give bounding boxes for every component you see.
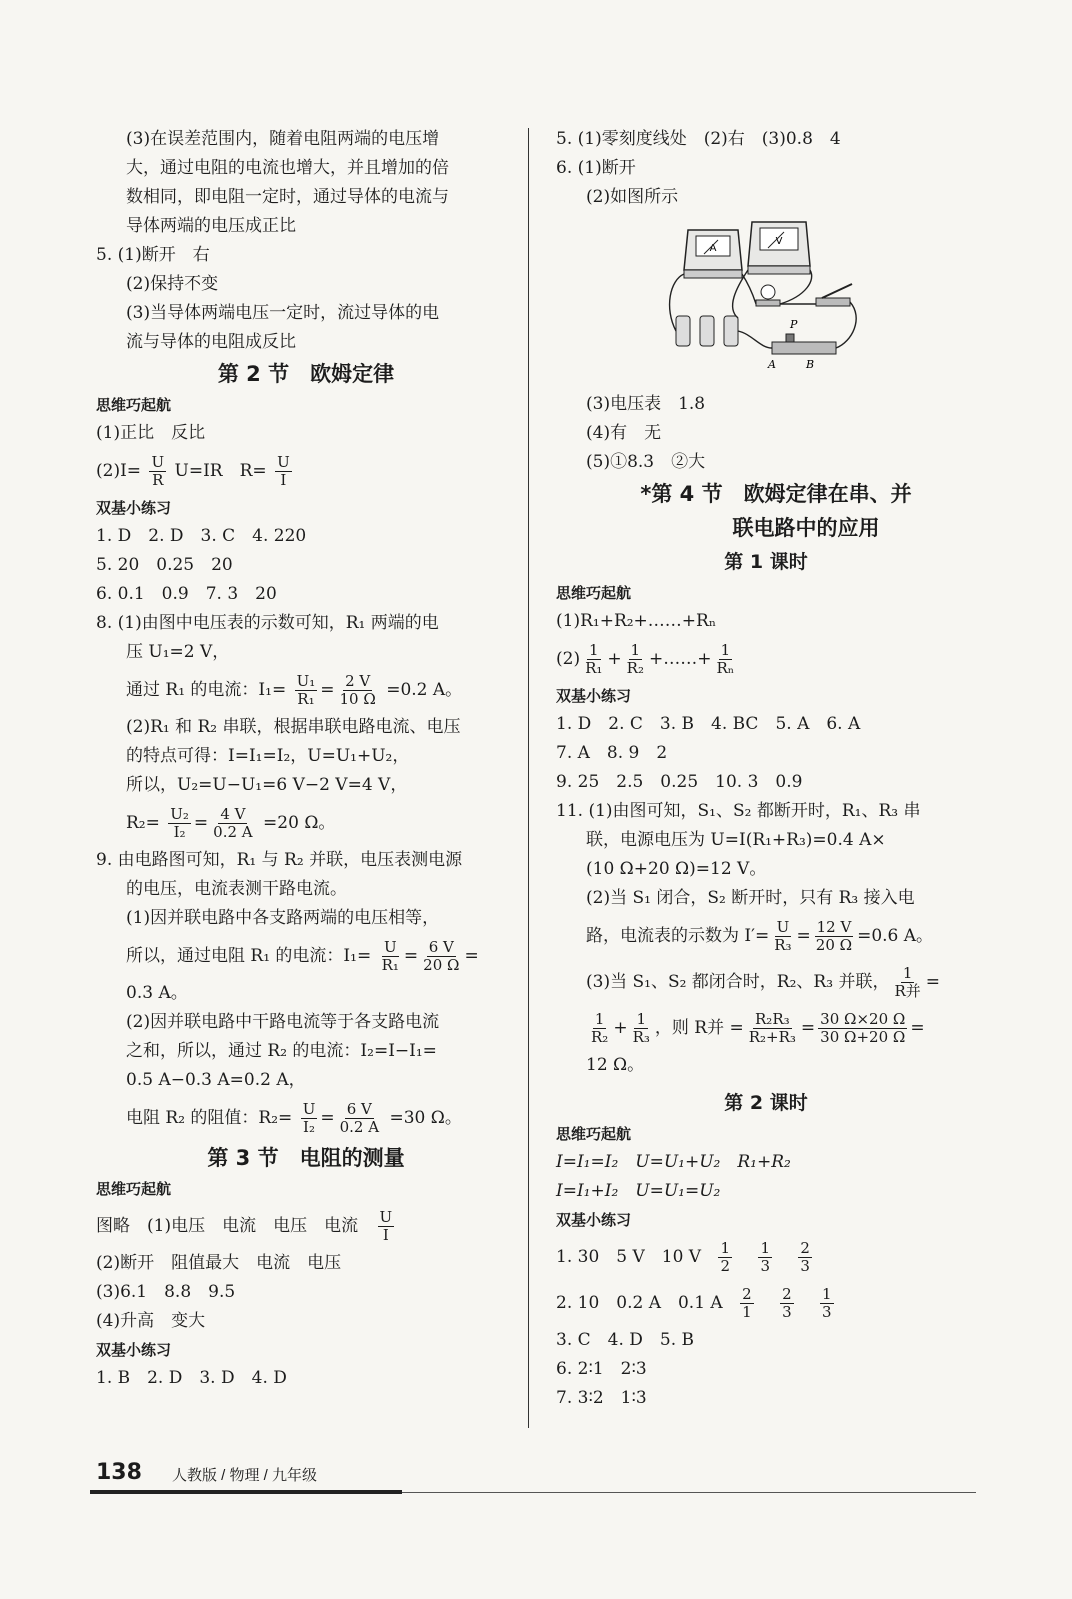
formula-line: 电阻 R₂ 的阻值：R₂= $\frac{U}{\text{I₂}}$ = $\frac{6 V}{0.2 A}$ =30 Ω。 [126,1100,462,1136]
text-line: 6. 2∶1 2∶3 [556,1359,647,1379]
subsection-title: 思维巧起航 [556,584,632,602]
text-line: 0.5 A−0.3 A=0.2 A， [126,1070,306,1090]
text-line: (5)①8.3 ②大 [586,452,706,472]
text-line: 所以，U₂=U−U₁=6 V−2 V=4 V， [126,775,408,795]
page-number: 138 [96,1460,142,1485]
bulb-icon [756,285,780,306]
fraction: $\frac{\text{R₂R₃}}{\text{R₂+R₃}}$ [748,1010,796,1046]
fraction: $\frac{U}{R}$ [151,453,165,489]
footer-rule-thin [402,1492,976,1493]
text-line: (2)断开 阻值最大 电流 电压 [96,1253,342,1273]
formula-line: 通过 R₁ 的电流：I₁= $\frac{\text{U₁}}{\text{R₁}}$ = $\frac{2 V}{10 \Omega}$ =0.2 A。 [126,672,463,708]
fraction: $\frac{1}{\text{R₁}}$ [585,641,603,677]
text-line: 数相同，即电阻一定时，通过导体的电流与 [126,187,449,207]
svg-text:V: V [775,236,783,247]
book-label: 人教版 / 物理 / 九年级 [172,1467,318,1484]
circuit-diagram [656,218,876,376]
label-b: B [806,358,815,371]
text-line: (4)升高 变大 [96,1311,206,1331]
text-line: (3)6.1 8.8 9.5 [96,1282,236,1302]
text-line: (1)R₁+R₂+……+Rₙ [556,611,717,631]
text-line: 大，通过电阻的电流也增大，并且增加的倍 [126,158,449,178]
text-line: 联，电源电压为 U=I(R₁+R₃)=0.4 A× [586,830,886,850]
text-line: 5. (1)断开 右 [96,245,210,265]
fraction: $\frac{\text{U₂}}{\text{I₂}}$ [170,805,189,841]
text-line: 的特点可得：I=I₁=I₂，U=U₁+U₂， [126,746,410,766]
formula-line: 2. 10 0.2 A 0.1 A $\frac{2}{1}$ $\frac{2}{3}$ $\frac{1}{3}$ [556,1285,832,1321]
fraction: $\frac{U}{\text{I₂}}$ [302,1100,316,1136]
formula-line: R₂= $\frac{\text{U₂}}{\text{I₂}}$ = $\frac{4 V}{0.2 A}$ =20 Ω。 [126,805,336,841]
text-line: (1)因并联电路中各支路两端的电压相等， [126,908,440,928]
fraction: $\frac{1}{\text{Rₙ}}$ [716,641,735,677]
section-title-2: 第 2 节 欧姆定律 [217,362,395,386]
fraction: $\frac{6 V}{20 \Omega}$ [423,938,460,974]
text-line: 5. (1)零刻度线处 (2)右 (3)0.8 4 [556,129,841,149]
right-column [556,125,976,1413]
fraction: $\frac{1}{\text{R并}}$ [894,964,921,1000]
text-line: 7. A 8. 9 2 [556,743,668,763]
fraction: $\frac{1}{2}$ [720,1239,731,1275]
formula-line: 路，电流表的示数为 I′= $\frac{U}{\text{R₃}}$ = $\frac{12 V}{20 \Omega}$ =0.6 A。 [586,918,934,954]
section-title-4: *第 4 节 欧姆定律在串、并 [640,482,912,506]
text-line: 5. 20 0.25 20 [96,555,233,575]
text-line: 9. 由电路图可知，R₁ 与 R₂ 并联，电压表测电源 [96,850,463,870]
text-line: (3)电压表 1.8 [586,394,706,414]
text-line: 6. 0.1 0.9 7. 3 20 [96,584,277,604]
fraction: $\frac{12 V}{20 \Omega}$ [815,918,853,954]
subsection-title: 双基小练习 [556,687,632,705]
text-line: (2)R₁ 和 R₂ 串联，根据串联电路电流、电压 [126,717,461,737]
voltmeter-icon [748,222,810,274]
text-line: 12 Ω。 [586,1055,645,1075]
text-line: (3)在误差范围内，随着电阻两端的电压增 [126,129,440,149]
subsection-title: 双基小练习 [96,499,172,517]
column-divider [528,128,529,1428]
fraction: $\frac{4 V}{0.2 A}$ [213,805,253,841]
subsection-title: 双基小练习 [96,1341,172,1359]
fraction: $\frac{1}{\text{R₃}}$ [632,1010,650,1046]
text-line: (2)保持不变 [126,274,219,294]
text-line: 1. D 2. D 3. C 4. 220 [96,526,307,546]
text-line: I=I₁=I₂ U=U₁+U₂ R₁+R₂ [556,1152,791,1172]
formula-line: (2)I= $\frac{U}{R}$ U=IR R= $\frac{U}{I}$ [96,453,290,489]
fraction: $\frac{30 \Omega\times 20 \Omega}{30 \Omega+20 \Omega}$ [820,1010,906,1046]
subsection-title: 思维巧起航 [96,1180,172,1198]
fraction: $\frac{2}{3}$ [782,1285,792,1321]
text-line: 3. C 4. D 5. B [556,1330,695,1350]
fraction: $\frac{2}{1}$ [742,1285,752,1321]
fraction: $\frac{1}{3}$ [760,1239,770,1275]
label-a: A [768,358,776,371]
text-line: 8. (1)由图中电压表的示数可知，R₁ 两端的电 [96,613,439,633]
text-line: (10 Ω+20 Ω)=12 V。 [586,859,767,879]
fraction: $\frac{6 V}{0.2 A}$ [339,1100,380,1136]
fraction: $\frac{U}{I}$ [379,1208,393,1244]
text-line: (2)因并联电路中干路电流等于各支路电流 [126,1012,440,1032]
text-line: 的电压，电流表测干路电流。 [126,879,347,899]
fraction: $\frac{1}{\text{R₂}}$ [626,641,644,677]
text-line: (3)当导体两端电压一定时，流过导体的电 [126,303,440,323]
fraction: $\frac{U}{\text{R₁}}$ [381,938,399,974]
text-line: (4)有 无 [586,423,662,443]
lesson-title-2: 第 2 课时 [724,1092,808,1114]
subsection-title: 思维巧起航 [96,396,172,414]
text-line: 导体两端的电压成正比 [126,216,296,236]
text-line: 压 U₁=2 V， [126,642,230,662]
label-p: P [790,318,798,331]
formula-line: 所以，通过电阻 R₁ 的电流：I₁= $\frac{U}{\text{R₁}}$ = $\frac{6 V}{20 \Omega}$ = [126,938,479,974]
section-title-3: 第 3 节 电阻的测量 [207,1146,405,1170]
text-line: I=I₁+I₂ U=U₁=U₂ [556,1181,721,1201]
text-line: 0.3 A。 [126,983,188,1003]
footer-rule [90,1490,402,1494]
switch-icon [816,284,852,306]
text-line: 1. D 2. C 3. B 4. BC 5. A 6. A [556,714,861,734]
formula-line: 图略 (1)电压 电流 电压 电流 $\frac{U}{I}$ [96,1208,393,1244]
text-line: 9. 25 2.5 0.25 10. 3 0.9 [556,772,803,792]
text-line: 之和，所以，通过 R₂ 的电流：I₂=I−I₁= [126,1041,437,1061]
fraction: $\frac{U}{I}$ [277,453,290,489]
formula-line: $\frac{1}{\text{R₂}}$ + $\frac{1}{\text{R₃}}$ ，则 R并 = $\frac{\text{R₂R₃}}{\text{R₂+R₃}}$ = $\frac{30 \Omega\times 20 \Omega}{30 \Omega+20 \Omega}$ = [591,1010,925,1046]
text-line: 6. (1)断开 [556,158,636,178]
svg-text:A: A [709,243,717,254]
fraction: $\frac{U}{\text{R₃}}$ [774,918,792,954]
ammeter-icon [684,230,742,278]
text-line: 7. 3∶2 1∶3 [556,1388,647,1408]
circuit-figure-area [556,212,976,390]
fraction: $\frac{\text{U₁}}{\text{R₁}}$ [296,672,316,708]
fraction: $\frac{1}{\text{R₂}}$ [591,1010,609,1046]
text-line: (2)当 S₁ 闭合，S₂ 断开时，只有 R₃ 接入电 [586,888,915,908]
text-line: (1)正比 反比 [96,423,206,443]
lesson-title-1: 第 1 课时 [724,551,808,573]
rheostat-icon [772,334,836,354]
fraction: $\frac{2}{3}$ [800,1239,810,1275]
subsection-title: 思维巧起航 [556,1125,632,1143]
formula-line: (2) $\frac{1}{\text{R₁}}$ + $\frac{1}{\text{R₂}}$ +……+ $\frac{1}{\text{Rₙ}}$ [556,641,735,677]
fraction: $\frac{2 V}{10 \Omega}$ [339,672,376,708]
subsection-title: 双基小练习 [556,1211,632,1229]
text-line: 流与导体的电阻成反比 [126,332,296,352]
formula-line: 1. 30 5 V 10 V $\frac{1}{2}$ $\frac{1}{3}$ $\frac{2}{3}$ [556,1239,810,1275]
fraction: $\frac{1}{3}$ [822,1285,832,1321]
battery-icon [676,316,738,346]
text-line: 11. (1)由图可知，S₁、S₂ 都断开时，R₁、R₃ 串 [556,801,921,821]
text-line: 1. B 2. D 3. D 4. D [96,1368,287,1388]
left-column [96,125,516,1393]
formula-line: (3)当 S₁、S₂ 都闭合时，R₂、R₃ 并联， $\frac{1}{\text{R并}}$ = [586,964,940,1000]
text-line: (2)如图所示 [586,187,679,207]
section-title-4-cont: 联电路中的应用 [732,516,880,540]
